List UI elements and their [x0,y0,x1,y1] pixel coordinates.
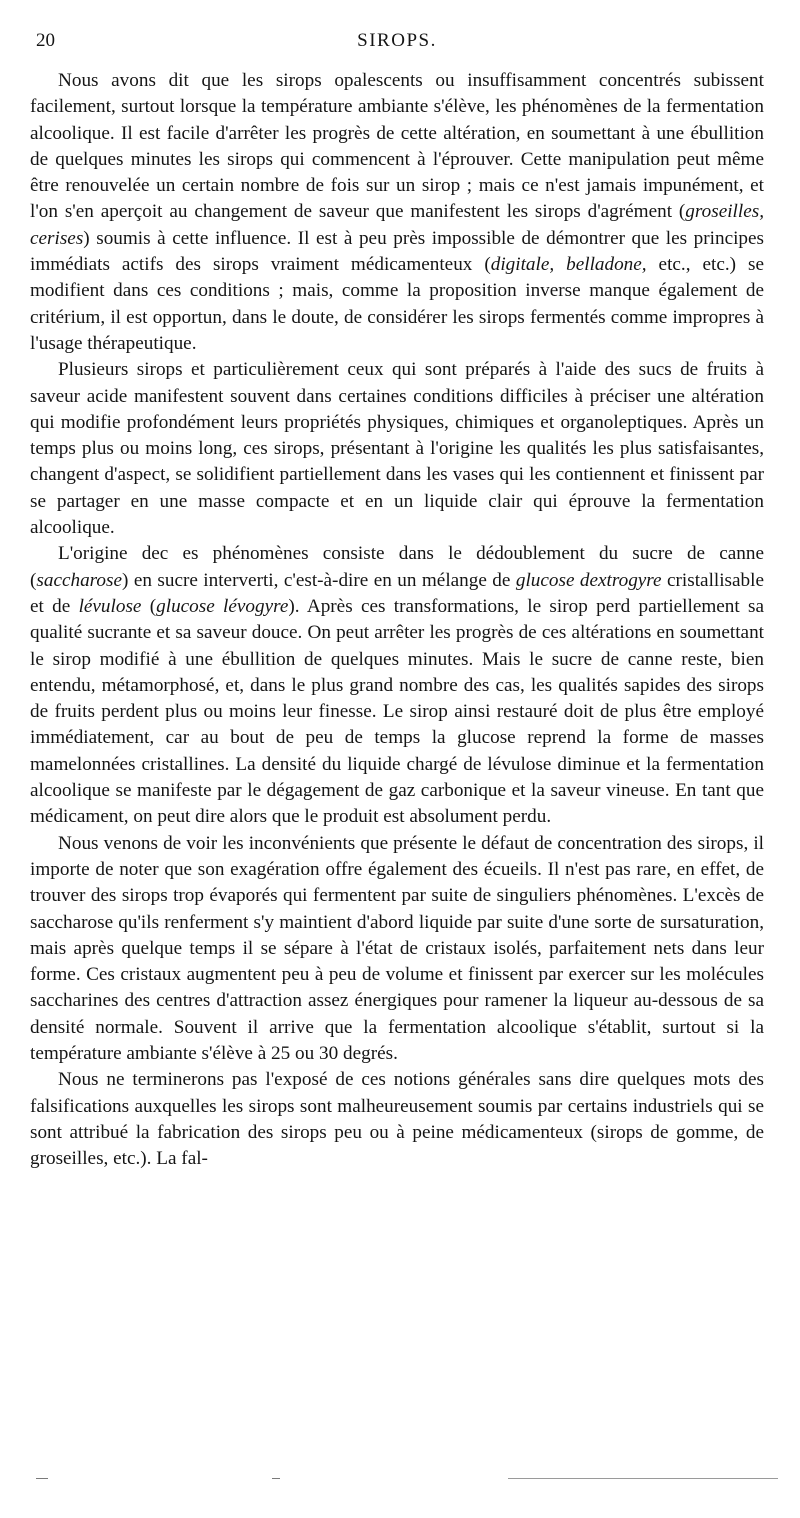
italic-term: saccharose [36,569,123,591]
text-run: ) en sucre interverti, c'est-à-dire en un mélange de [122,569,516,591]
text-run: ) soumis à cette influence. Il est à peu près impossible de démontrer que les principes immédiats actifs des sirops vraiment médicamenteux ( [30,227,764,276]
page-number: 20 [36,30,55,51]
page-header [30,28,764,54]
italic-term: glucose dextrogyre [515,569,662,591]
paragraph-overconcentration [30,831,764,1068]
text-run: ). Après ces transformations, le sirop perd partiellement sa qualité sucrante et sa saveur douce. On peut arrêter les progrès de ces altérations en soumettant le sirop modifié à une ébullition de quelques minutes. Mais le sucre de canne reste, bien entendu, métamorphosé, et, dans le plus grand nombre des cas, les qualités sapides des sirops de fruits perdent plus ou moins leur finesse. Le sirop ainsi restauré doit de plus être employé immédiatement, car au bout de peu de temps la glucose reprend la forme de masses mamelonnées cristallines. La densité du liquide chargé de lévulose diminue et la fermentation alcoolique se manifeste par le dégagement de gaz carbonique et la saveur vineuse. En tant que médicament, on peut dire alors que le produit est absolument perdu. [30,595,765,828]
text-run: Nous avons dit que les sirops opalescents ou insuffisamment concentrés subissent facilement, surtout lorsque la température ambiante s'élève, les phénomènes de la fermentation alcoolique. Il est facile d'arrêter les progrès de cette altération, en soumettant à une ébullition de quelques minutes les sirops qui commencent à l'éprouver. Cette manipulation peut même être renouvelée un certain nombre de fois sur un sirop ; mais ce n'est jamais impunément, et l'on s'en aperçoit au changement de saveur que manifestent les sirops d'agrément ( [30,70,764,223]
text-run: ( [141,595,157,617]
italic-term: digitale, belladone, [490,254,647,276]
text-run: Plusieurs sirops et particulièrement ceux qui sont préparés à l'aide des sucs de fruits à saveur acide manifestent souvent dans certaines conditions difficiles à préciser une altération qui modifie profondément leurs propriétés physiques, chimiques et organoleptiques. Après un temps plus ou moins long, ces sirops, présentant à l'origine les qualités les plus satisfaisantes, changent d'aspect, se solidifient partiellement dans les vases qui les contiennent et finissent par se partager en une masse compacte et en un liquide clair qui éprouve la fermentation alcoolique. [30,359,764,539]
body-text [30,68,764,1172]
paragraph-falsifications [30,1067,764,1172]
scan-mark-left [36,1478,48,1479]
text-run: cristallisable et de [30,569,764,617]
italic-term: lévulose [78,595,142,617]
scan-mark-center [272,1478,280,1479]
paragraph-sucrose-inversion [30,541,764,830]
text-run: L'origine dec es phénomènes consiste dans le dédoublement du sucre de canne ( [30,543,764,591]
scan-mark-right [508,1478,778,1479]
italic-term: glucose lévogyre [156,595,289,617]
book-page [30,28,764,1172]
paragraph-fruit-syrup-alteration [30,357,764,541]
text-run: Nous venons de voir les inconvénients que présente le défaut de concentration des sirops, il importe de noter que son exagération offre également des écueils. Il n'est pas rare, en effet, de trouver des sirops trop évaporés qui fermentent par suite de singuliers phénomènes. L'excès de saccharose qu'ils renferment s'y maintient d'abord liquide par suite d'une sorte de sursaturation, mais après quelque temps il se sépare à l'état de cristaux isolés, parfaitement nets dans leur forme. Ces cristaux augmentent peu à peu de volume et finissent par exercer sur les molécules saccharines des centres d'attraction assez énergiques pour ramener la liqueur au-dessous de sa densité normale. Souvent il arrive que la fermentation alcoolique s'établit, surtout si la température ambiante s'élève à 25 ou 30 degrés. [30,832,764,1064]
paragraph-syrup-fermentation [30,68,764,357]
italic-term: groseilles, cerises [30,201,764,249]
text-run: Nous ne terminerons pas l'exposé de ces notions générales sans dire quelques mots des falsifications auxquelles les sirops sont malheureusement soumis par certains industriels qui se sont attribué la fabrication des sirops peu ou à peine médicamenteux (sirops de gomme, de groseilles, etc.). La fal- [30,1069,764,1170]
text-run: etc., etc.) se modifient dans ces conditions ; mais, comme la proposition inverse manque également de critérium, il est opportun, dans le doute, de considérer les sirops fermentés comme impropres à l'usage thérapeutique. [30,254,764,354]
running-title: SIROPS. [357,30,437,51]
